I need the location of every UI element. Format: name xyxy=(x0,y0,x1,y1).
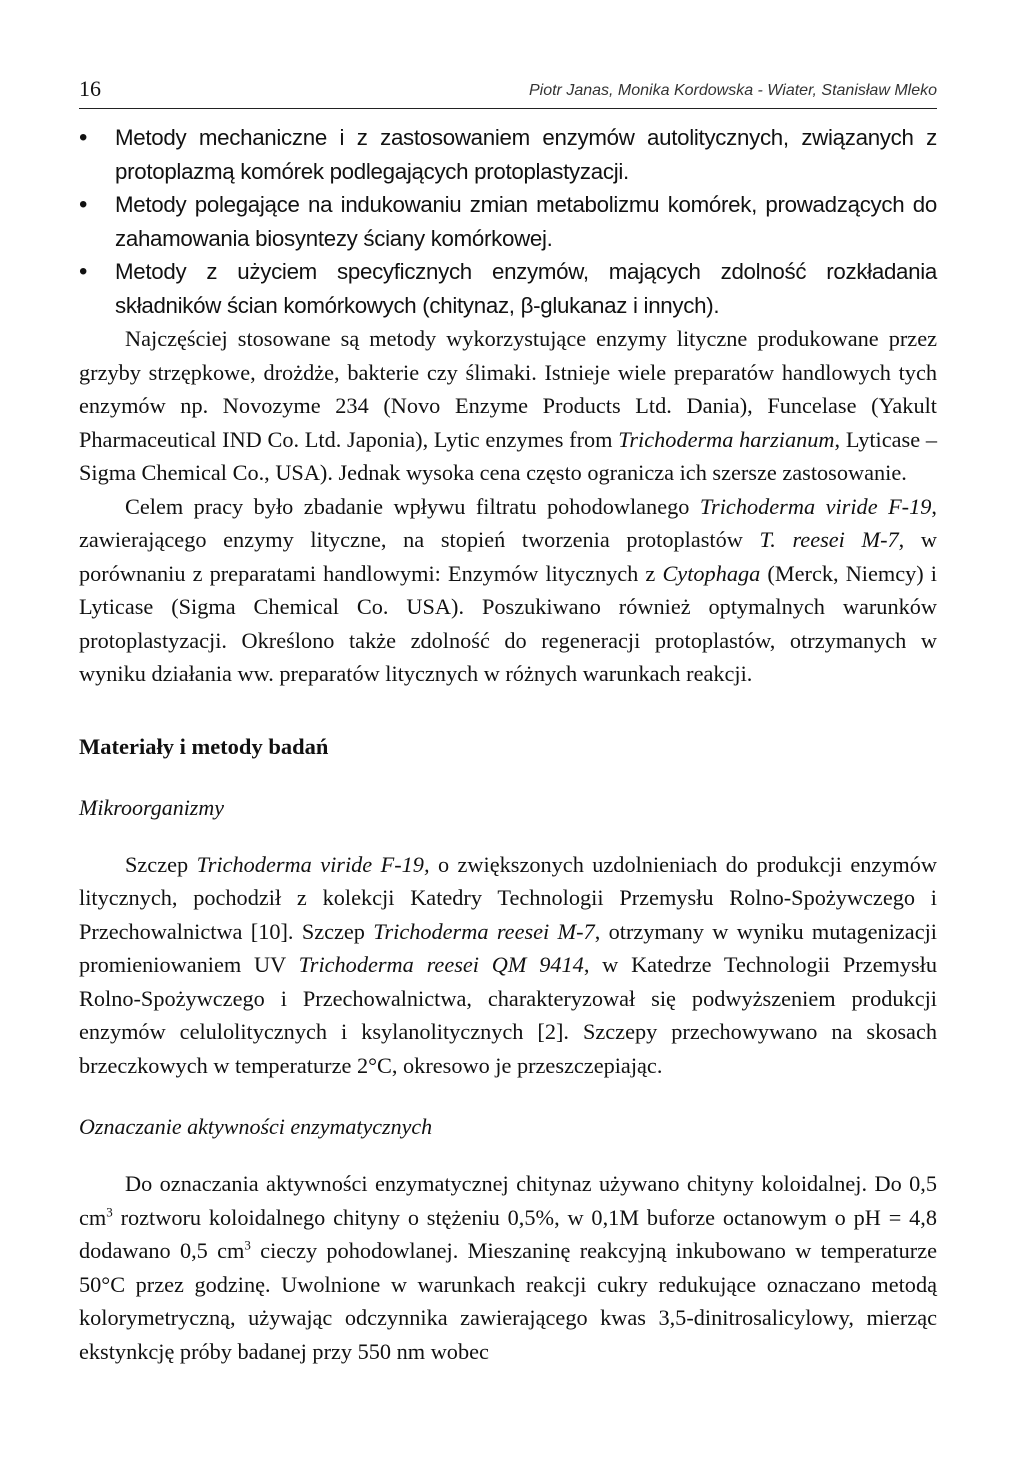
text-run: , w Katedrze Technologii Przemysłu Rolno-Spożywczego i Przechowalnictwa, charakteryzował się podwyższeniem produkcji enzymów celulolitycznych i ksylanolitycznych [2]. Szczepy przechowywano na skosach brzeczkowych w temperaturze 2°C, okresowo je przeszczepiając. xyxy=(79,952,937,1078)
running-head: Piotr Janas, Monika Kordowska - Wiater, Stanisław Mleko xyxy=(528,82,937,99)
paragraph-aim xyxy=(79,490,937,691)
section-heading: Materiały i metody badań xyxy=(79,733,329,759)
text-run: Najczęściej stosowane są metody wykorzystujące enzymy lityczne produkowane przez grzyby strzępkowe, drożdże, bakterie czy ślimaki. Istnieje wiele preparatów handlowych tych enzymów np. Novozyme 234 (Novo Enzyme Products Ltd. Dania), Funcelase (Yakult Pharmaceutical IND Co. Ltd. Japonia), Lytic enzymes from xyxy=(79,326,937,452)
text-run: , otrzymany w wyniku mutagenizacji promieniowaniem UV xyxy=(79,918,937,977)
species-name: T. reesei M-7 xyxy=(759,527,899,552)
species-name: Trichoderma harzianum xyxy=(618,426,835,452)
text-run: roztworu koloidalnego chityny o stężeniu 0,5%, w 0,1M buforze octanowym o pH = 4,8 dodawano 0,5 cm xyxy=(79,1204,937,1263)
superscript: 3 xyxy=(244,1237,251,1253)
page-content xyxy=(79,121,937,1368)
species-name: Trichoderma reesei M-7 xyxy=(373,918,595,944)
species-name: Trichoderma reesei QM 9414 xyxy=(298,952,584,977)
subsection-heading: Oznaczanie aktywności enzymatycznych xyxy=(79,1114,433,1139)
text-run: , Lyticase – Sigma Chemical Co., USA). Jednak wysoka cena często ogranicza ich szersze zastosowanie. xyxy=(79,426,937,485)
list-item: • Metody z użyciem specyficznych enzymów, mających zdolność rozkładania składników ścian komórkowych (chitynaz, β-glukanaz i innych). xyxy=(79,255,937,322)
text-run: o zwiększonych uzdolnieniach do produkcji enzymów litycznych, pochodził z kolekcji Katedry Technologii Przemysłu Rolno-Spożywczego i Przechowalnictwa [10]. Szczep xyxy=(79,851,938,944)
paragraph-microorganisms xyxy=(79,848,937,1083)
species-name: Trichoderma viride F-19, xyxy=(196,851,430,877)
text-run: (Merck, Niemcy) i Lyticase (Sigma Chemical Co. USA). Poszukiwano również optymalnych warunków protoplastyzacji. Określono także zdolność do regeneracji protoplastów, otrzymanych w wyniku działania ww. preparatów litycznych w różnych warunkach reakcji. xyxy=(79,560,937,686)
superscript: 3 xyxy=(106,1204,113,1220)
text-run: Celem pracy było zbadanie wpływu filtratu pohodowlanego xyxy=(125,493,700,519)
method-list xyxy=(79,121,937,322)
subsection-heading: Mikroorganizmy xyxy=(79,794,225,820)
document-page xyxy=(79,72,937,1368)
page-header xyxy=(79,72,937,109)
text-run: cieczy pohodowlanej. Mieszaninę reakcyjną inkubowano w temperaturze 50°C przez godzinę. Uwolnione w warunkach reakcji cukry redukujące oznaczano metodą kolorymetryczną, używając odczynnika zawierającego kwas 3,5-dinitrosalicylowy, mierząc ekstynkcję próby badanej przy 550 nm wobec xyxy=(79,1238,937,1364)
species-name: Cytophaga xyxy=(662,560,761,586)
list-item: • Metody mechaniczne i z zastosowaniem enzymów autolitycznych, związanych z protoplazmą komórek podlegających protoplastyzacji. xyxy=(79,121,937,188)
text-run: Szczep xyxy=(125,851,197,877)
paragraph-enzymes xyxy=(79,322,937,490)
paragraph-activity xyxy=(79,1167,937,1368)
text-run: , w porównaniu z preparatami handlowymi: Enzymów litycznych z xyxy=(79,527,937,586)
page-number: 16 xyxy=(79,76,101,101)
species-name: Trichoderma viride F-19 xyxy=(699,493,932,519)
text-run: Do oznaczania aktywności enzymatycznej chitynaz używano chityny koloidalnej. Do 0,5 cm xyxy=(79,1171,937,1230)
text-run: , zawierającego enzymy lityczne, na stopień tworzenia protoplastów xyxy=(79,493,937,552)
list-item: • Metody polegające na indukowaniu zmian metabolizmu komórek, prowadzących do zahamowania biosyntezy ściany komórkowej. xyxy=(79,188,937,255)
